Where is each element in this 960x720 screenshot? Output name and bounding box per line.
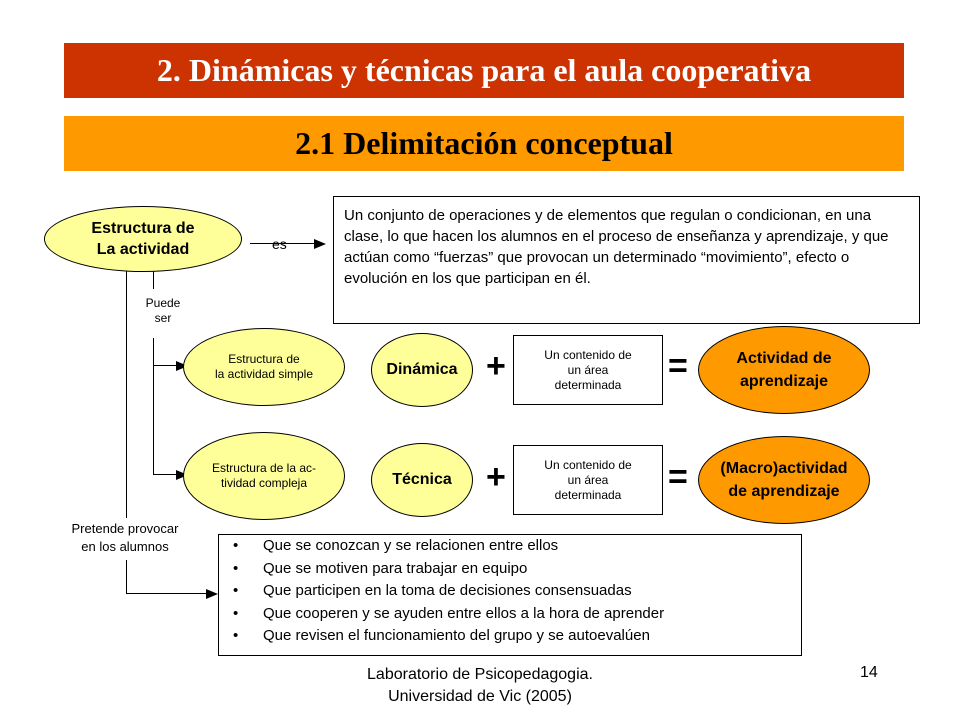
content-simple-line1: Un contenido de: [544, 347, 632, 362]
content-complex-line2: un área: [567, 472, 609, 487]
goal-item: • Que participen en la toma de decisiones consensuadas: [223, 580, 797, 603]
goals-box: [218, 534, 802, 656]
content-box-complex: [513, 445, 663, 515]
dinamica-label: Dinámica: [386, 361, 458, 378]
footer-line2: Universidad de Vic (2005): [388, 688, 572, 705]
root-label-line1: Estructura de: [91, 220, 195, 237]
arrow-to-definition-icon: [314, 238, 328, 250]
subtitle-banner: [64, 116, 904, 171]
connector-pretende-trunk: [126, 268, 127, 518]
page-title: 2. Dinámicas y técnicas para el aula cooperativa: [156, 52, 812, 88]
content-complex-line3: determinada: [554, 487, 622, 502]
connector-to-goals: [126, 593, 210, 594]
result-simple-line2: aprendizaje: [739, 373, 828, 390]
content-box-simple: [513, 335, 663, 405]
result-simple-line1: Actividad de: [736, 350, 832, 367]
complex-structure-line2: tividad compleja: [220, 476, 308, 490]
goal-item: • Que se motiven para trabajar en equipo: [223, 558, 797, 581]
pretende-line2: en los alumnos: [81, 539, 169, 554]
dinamica-ellipse: [371, 333, 473, 407]
complex-structure-line1: Estructura de la ac-: [211, 461, 317, 475]
goals-list: [223, 535, 797, 648]
definition-text: Un conjunto de operaciones y de elementos que regulan o condicionan, en una clase, lo que hacen los alumnos en el proceso de enseñanza y aprendizaje, y que actúan como “fuerzas” que provocan un determinado “movimiento”, efecto o evolución en los que participan en él.: [344, 207, 889, 287]
simple-structure-line2: la actividad simple: [214, 367, 314, 381]
puede-ser-line2: ser: [154, 311, 172, 325]
result-complex-line1: (Macro)actividad: [720, 460, 848, 477]
connector-pretende-lower: [126, 560, 127, 593]
title-banner: [64, 43, 904, 98]
pretende-line1: Pretende provocar: [71, 521, 179, 536]
content-simple-line3: determinada: [554, 377, 622, 392]
root-label-line2: La actividad: [96, 241, 190, 258]
section-subtitle: 2.1 Delimitación conceptual: [295, 125, 673, 161]
goal-item: • Que se conozcan y se relacionen entre ellos: [223, 535, 797, 558]
equals-sign-simple: =: [668, 347, 688, 385]
connector-puede-ser-trunk: [153, 338, 154, 475]
result-ellipse-actividad: [698, 326, 870, 414]
simple-structure-line1: Estructura de: [228, 352, 300, 366]
complex-structure-ellipse: [183, 432, 345, 520]
goal-item: • Que cooperen y se ayuden entre ellos a la hora de aprender: [223, 603, 797, 626]
goal-item: • Que revisen el funcionamiento del grupo y se autoevalúen: [223, 625, 797, 648]
footer-credit: [330, 664, 630, 708]
puede-ser-line1: Puede: [145, 296, 181, 310]
tecnica-label: Técnica: [392, 471, 452, 488]
content-simple-line2: un área: [567, 362, 609, 377]
result-complex-line2: de aprendizaje: [728, 483, 840, 500]
puede-ser-label: [138, 296, 188, 326]
plus-sign-complex: +: [486, 458, 506, 496]
root-ellipse-estructura-actividad: [44, 206, 242, 272]
pretende-provocar-label: [50, 520, 200, 556]
equals-sign-complex: =: [668, 458, 688, 496]
page-number: 14: [860, 664, 878, 681]
content-complex-line1: Un contenido de: [544, 457, 632, 472]
result-ellipse-macroactividad: [698, 436, 870, 524]
tecnica-ellipse: [371, 443, 473, 517]
es-label: es: [272, 236, 287, 252]
simple-structure-ellipse: [183, 328, 345, 406]
footer-line1: Laboratorio de Psicopedagogia.: [367, 666, 593, 683]
plus-sign-simple: +: [486, 347, 506, 385]
definition-box: [333, 196, 920, 324]
